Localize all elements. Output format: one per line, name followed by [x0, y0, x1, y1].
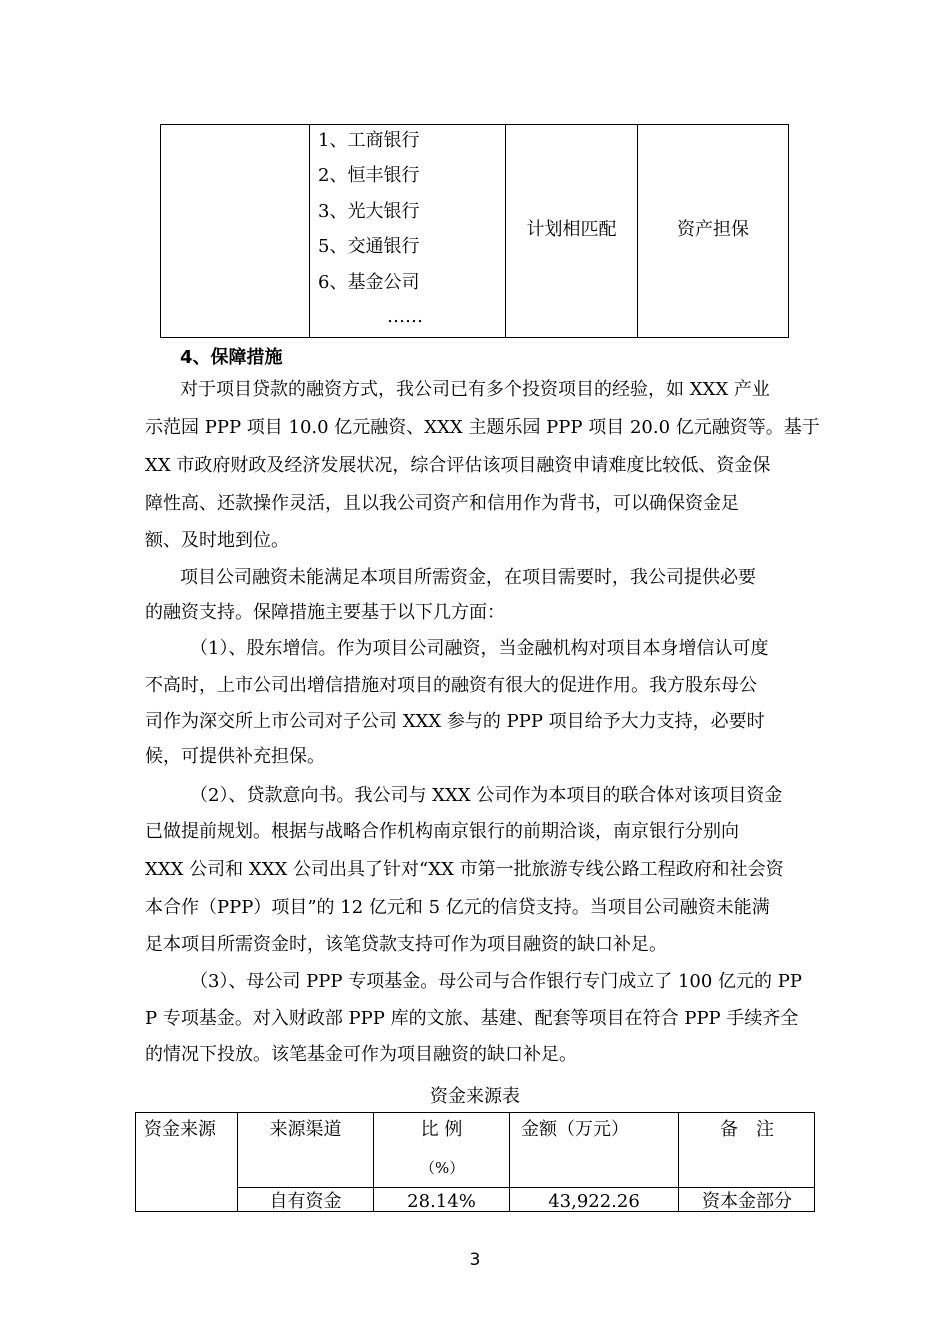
- row-note: 资本金部分: [702, 1191, 792, 1212]
- paragraph-line: 候，可提供补充担保。: [145, 746, 325, 767]
- paragraph-line: XX 市政府财政及经济发展状况，综合评估该项目融资申请难度比较低、资金保: [145, 455, 771, 476]
- institution-item: 2、恒丰银行: [318, 165, 420, 186]
- paragraph-line: P 专项基金。对入财政部 PPP 库的文旅、基建、配套等项目在符合 PPP 手续齐全: [145, 1008, 799, 1029]
- paragraph-line: 本合作（PPP）项目”的 12 亿元和 5 亿元的信贷支持。当项目公司融资未能满: [145, 897, 770, 918]
- header-source: 资金来源: [144, 1119, 216, 1140]
- header-channel: 来源渠道: [269, 1119, 342, 1140]
- institution-item: 6、基金公司: [318, 272, 420, 293]
- section-heading: 4、保障措施: [180, 347, 283, 368]
- paragraph-line: 对于项目贷款的融资方式，我公司已有多个投资项目的经验，如 XXX 产业: [180, 379, 770, 400]
- page-number: 3: [469, 1250, 481, 1270]
- row-channel: 自有资金: [269, 1191, 342, 1212]
- paragraph-line: 不高时，上市公司出增信措施对项目的融资有很大的促进作用。我方股东母公: [145, 675, 757, 696]
- paragraph-line: （3）、母公司 PPP 专项基金。母公司与合作银行专门成立了 100 亿元的 PP: [190, 971, 802, 992]
- paragraph-line: 的情况下投放。该笔基金可作为项目融资的缺口补足。: [145, 1044, 577, 1065]
- paragraph-line: 项目公司融资未能满足本项目所需资金，在项目需要时，我公司提供必要: [180, 567, 756, 588]
- paragraph-line: 司作为深交所上市公司对子公司 XXX 参与的 PPP 项目给予大力支持，必要时: [145, 711, 765, 732]
- paragraph-line: 的融资支持。保障措施主要基于以下几方面：: [145, 602, 505, 623]
- institution-item: ……: [387, 306, 423, 327]
- paragraph-line: 障性高、还款操作灵活，且以我公司资产和信用作为背书，可以确保资金足: [145, 493, 739, 514]
- paragraph-line: 示范园 PPP 项目 10.0 亿元融资、XXX 主题乐园 PPP 项目 20.0 亿元融资等。基于: [145, 417, 820, 438]
- institution-item: 5、交通银行: [318, 236, 420, 257]
- header-ratio: 比 例: [420, 1119, 463, 1140]
- institutions-table: [160, 124, 789, 338]
- header-note: 备 注: [720, 1119, 774, 1140]
- paragraph-line: （2）、贷款意向书。我公司与 XXX 公司作为本项目的联合体对该项目资金: [190, 785, 783, 806]
- paragraph-line: XXX 公司和 XXX 公司出具了针对“XX 市第一批旅游专线公路工程政府和社会资: [145, 859, 784, 880]
- row-ratio: 28.14%: [407, 1191, 476, 1212]
- table-caption: 资金来源表: [430, 1086, 520, 1107]
- paragraph-line: （1）、股东增信。作为项目公司融资，当金融机构对项目本身增信认可度: [190, 638, 769, 659]
- institution-item: 3、光大银行: [318, 201, 420, 222]
- asset-guarantee-cell: 资产担保: [677, 219, 749, 240]
- table-divider: [309, 125, 310, 337]
- institution-item: 1、工商银行: [318, 130, 420, 151]
- funding-source-table: [135, 1112, 815, 1212]
- paragraph-line: 额、及时地到位。: [145, 530, 289, 551]
- table-row-divider: [237, 1187, 814, 1188]
- paragraph-line: 足本项目所需资金时，该笔贷款支持可作为项目融资的缺口补足。: [145, 934, 667, 955]
- paragraph-line: 已做提前规划。根据与战略合作机构南京银行的前期洽谈，南京银行分别向: [145, 821, 739, 842]
- row-amount: 43,922.26: [548, 1191, 640, 1212]
- header-amount: 金额（万元）: [521, 1119, 629, 1140]
- match-plan-cell: 计划相匹配: [526, 219, 617, 240]
- header-ratio-unit: （%）: [420, 1159, 465, 1177]
